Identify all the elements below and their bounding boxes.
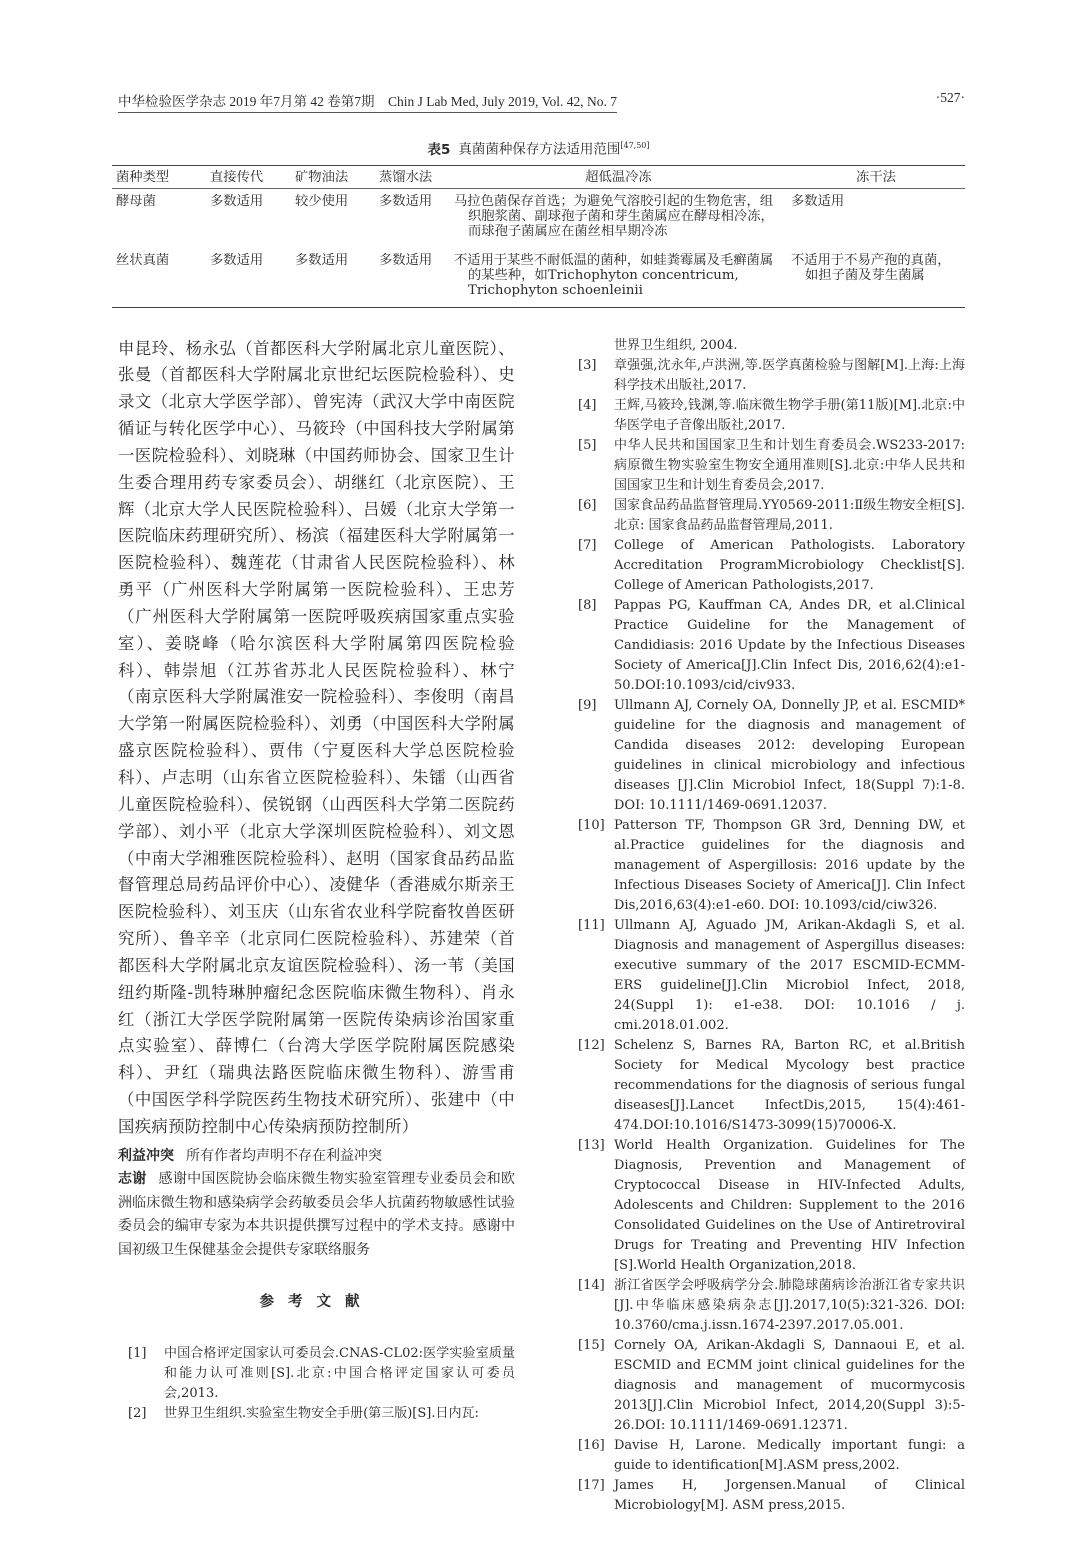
reference-text: Ullmann AJ, Aguado JM, Arikan-Akdagli S, et al. Diagnosis and management of Aspergillus diseases: executive summary of the 2017 ESCMID-ECMM-ERS guideline[J].Clin Microbiol Infect, 2018, 24(Suppl 1): e1-e38. DOI: 10.1016 / j. cmi.2018.01.002. (614, 917, 965, 1033)
table-cell: 不适用于不易产孢的真菌，如担子菌及芽生菌属 (791, 252, 951, 283)
reference-item (578, 396, 965, 436)
reference-item (578, 436, 965, 496)
reference-item (578, 1436, 965, 1476)
table-title: 真菌菌种保存方法适用范围 (458, 141, 621, 158)
column-header: 直接传代 (206, 165, 291, 188)
reference-text: 国家食品药品监督管理局.YY0569-2011:Ⅱ级生物安全柜[S].北京: 国家食品药品监督管理局,2011. (614, 497, 965, 533)
reference-text: Patterson TF, Thompson GR 3rd, Denning DW, et al.Practice guidelines for the diagnosis and management of Aspergillosis: 2016 update by the Infectious Diseases Society of America[J]. Clin Infect Dis,2016,63(4):e1-e60. DOI: 10.1093/cid/ciw326. (614, 817, 965, 913)
coi-label: 利益冲突 (118, 1147, 174, 1164)
reference-text: 章强强,沈永年,卢洪洲,等.医学真菌检验与图解[M].上海:上海科学技术出版社,2017. (614, 357, 965, 393)
table-cell: 较少使用 (295, 193, 349, 209)
table-cell: 多数适用 (210, 193, 264, 209)
reference-text: Davise H, Larone. Medically important fungi: a guide to identification[M].ASM press,2002. (614, 1437, 965, 1473)
reference-number: [13] (578, 1137, 605, 1153)
reference-item (578, 596, 965, 696)
reference-text: James H, Jorgensen.Manual of Clinical Microbiology[M]. ASM press,2015. (614, 1477, 965, 1513)
references-list-right (578, 336, 965, 1516)
reference-item (578, 356, 965, 396)
reference-text: Schelenz S, Barnes RA, Barton RC, et al.British Society for Medical Mycology best practice recommendations for the diagnosis of serious fungal diseases[J].Lancet InfectDis,2015, 15(4):461-474.DOI:10.1016/S1473-3099(15)70006-X. (614, 1037, 965, 1133)
table-cell: 丝状真菌 (116, 252, 170, 268)
reference-number: [3] (578, 357, 597, 373)
table-cell: 酵母菌 (116, 193, 156, 209)
reference-item (578, 1276, 965, 1336)
column-header: 超低温冷冻 (450, 165, 787, 188)
table-cell: 马拉色菌保存首选；为避免气溶胶引起的生物危害，组织胞浆菌、副球孢子菌和芽生菌属应在酵母相冷冻，而球孢子菌属应在菌丝相早期冷冻 (454, 193, 774, 239)
reference-item (578, 536, 965, 596)
reference-item (578, 1136, 965, 1276)
reference-number: [7] (578, 537, 597, 553)
left-column (118, 336, 515, 1516)
reference-item (128, 1404, 515, 1424)
reference-item (578, 496, 965, 536)
reference-text: 中国合格评定国家认可委员会.CNAS-CL02:医学实验室质量和能力认可准则[S].北京:中国合格评定国家认可委员会,2013. (164, 1346, 515, 1402)
reference-number: [16] (578, 1437, 605, 1453)
ack-label: 志谢 (118, 1171, 147, 1188)
reference-number: [8] (578, 597, 597, 613)
reference-item (128, 1344, 515, 1404)
reference-text: 浙江省医学会呼吸病学分会.肺隐球菌病诊治浙江省专家共识[J].中华临床感染病杂志[J].2017,10(5):321-326. DOI: 10.3760/cma.j.issn.1674-2397.2017.05.001. (614, 1277, 965, 1333)
reference-item (578, 696, 965, 816)
table-cell: 多数适用 (379, 252, 433, 268)
column-header: 矿物油法 (291, 165, 375, 188)
table-label: 表5 (427, 141, 451, 158)
table-row (112, 248, 965, 308)
table-row (112, 188, 965, 248)
page-header (118, 90, 965, 113)
page-number: ·527· (935, 90, 965, 105)
reference-number: [9] (578, 697, 597, 713)
reference-number: [15] (578, 1337, 605, 1353)
reference-text: 中华人民共和国国家卫生和计划生育委员会.WS233-2017:病原微生物实验室生物安全通用准则[S].北京:中华人民共和国国家卫生和计划生育委员会,2017. (614, 437, 965, 493)
references-heading: 参考文献 (259, 1294, 374, 1311)
table-caption (112, 137, 965, 159)
reference-text: Cornely OA, Arikan-Akdagli S, Dannaoui E, et al. ESCMID and ECMM joint clinical guidelines for the diagnosis and management of mucormycosis 2013[J].Clin Microbiol Infect, 2014,20(Suppl 3):5-26.DOI: 10.1111/1469-0691.12371. (614, 1337, 965, 1433)
reference-item (578, 1036, 965, 1136)
table-cell: 不适用于某些不耐低温的菌种，如蛙粪霉属及毛癣菌属的某些种，如Trichophyton concentricum, Trichophyton schoenleinii (454, 252, 774, 298)
reference-text: 世界卫生组织.实验室生物安全手册(第三版)[S].日内瓦: (164, 1406, 479, 1422)
reference-text: Ullmann AJ, Cornely OA, Donnelly JP, et al. ESCMID* guideline for the diagnosis and management of Candida diseases 2012: developing European guidelines in clinical microbiology and infectious diseases [J].Clin Microbiol Infect, 18(Suppl 7):1-8. DOI: 10.1111/1469-0691.12037. (614, 697, 965, 813)
reference-number: [17] (578, 1477, 605, 1493)
two-column-body (112, 336, 965, 1516)
column-header: 菌种类型 (112, 165, 206, 188)
reference-text: Pappas PG, Kauffman CA, Andes DR, et al.Clinical Practice Guideline for the Management of Candidiasis: 2016 Update by the Infectious Diseases Society of America[J].Clin Infect Dis, 2016,62(4):e1-50.DOI:10.1093/cid/civ933. (614, 597, 965, 693)
coi-text: 所有作者均声明不存在利益冲突 (186, 1147, 382, 1164)
reference-number: [5] (578, 437, 597, 453)
table-cell: 多数适用 (210, 252, 264, 268)
table-cell: 多数适用 (379, 193, 433, 209)
reference-item (578, 1476, 965, 1516)
reference-item (578, 816, 965, 916)
reference-continuation: 世界卫生组织, 2004. (614, 337, 738, 353)
reference-number: [12] (578, 1037, 605, 1053)
reference-text: 王辉,马筱玲,钱渊,等.临床微生物学手册(第11版)[M].北京:中华医学电子音像出版社,2017. (614, 397, 965, 433)
reference-item (578, 916, 965, 1036)
reference-number: [10] (578, 817, 605, 833)
reference-number: [14] (578, 1277, 605, 1293)
running-header: 中华检验医学杂志 2019 年7月第 42 卷第7期 Chin J Lab Med, July 2019, Vol. 42, No. 7 (118, 90, 617, 113)
reference-items (578, 356, 965, 1516)
reference-text: College of American Pathologists. Laboratory Accreditation ProgramMicrobiology Checklist[S]. College of American Pathologists,2017. (614, 537, 965, 593)
table-cell: 多数适用 (791, 193, 845, 209)
table-cell: 多数适用 (295, 252, 349, 268)
references-list-left (118, 1344, 515, 1424)
author-list: 申昆玲、杨永弘（首都医科大学附属北京儿童医院）、张曼（首都医科大学附属北京世纪坛医院检验科）、史录文（北京大学医学部）、曾宪涛（武汉大学中南医院循证与转化医学中心）、马筱玲（中国科技大学附属第一医院检验科）、刘晓琳（中国药师协会、国家卫生计生委合理用药专家委员会）、胡继红（北京医院）、王辉（北京大学人民医院检验科）、吕媛（北京大学第一医院临床药理研究所）、杨滨（福建医科大学附属第一医院检验科）、魏莲花（甘肃省人民医院检验科）、林勇平（广州医科大学附属第一医院检验科）、王忠芳（广州医科大学附属第一医院呼吸疾病国家重点实验室）、姜晓峰（哈尔滨医科大学附属第四医院检验科）、韩崇旭（江苏省苏北人民医院检验科）、林宁（南京医科大学附属淮安一院检验科）、李俊明（南昌大学第一附属医院检验科）、刘勇（中国医科大学附属盛京医院检验科）、贾伟（宁夏医科大学总医院检验科）、卢志明（山东省立医院检验科）、朱镭（山西省儿童医院检验科）、侯锐钢（山西医科大学第二医院药学部）、刘小平（北京大学深圳医院检验科）、刘文恩（中南大学湘雅医院检验科）、赵明（国家食品药品监督管理总局药品评价中心）、凌健华（香港威尔斯亲王医院检验科）、刘玉庆（山东省农业科学院畜牧兽医研究所）、鲁辛辛（北京同仁医院检验科）、苏建荣（首都医科大学附属北京友谊医院检验科）、汤一苇（美国纽约斯隆-凯特琳肿瘤纪念医院临床微生物科）、肖永红（浙江大学医学院附属第一医院传染病诊治国家重点实验室）、薛博仁（台湾大学医学院附属医院感染科）、尹红（瑞典法路医院临床微生物科）、游雪甫（中国医学科学院医药生物技术研究所）、张建中（中国疾病预防控制中心传染病预防控制所） (118, 338, 515, 1136)
ack-text: 感谢中国医院协会临床微生物实验室管理专业委员会和欧洲临床微生物和感染病学会药敏委员会华人抗菌药物敏感性试验委员会的编审专家为本共识提供撰写过程中的学术支持。感谢中国初级卫生保健基金会提供专家联络服务 (118, 1171, 516, 1258)
column-header: 冻干法 (787, 165, 965, 188)
reference-number: [4] (578, 397, 597, 413)
preservation-methods-table (112, 165, 965, 308)
table-citation: [47,50] (620, 141, 650, 150)
conflict-of-interest (118, 1145, 515, 1169)
acknowledgement (118, 1168, 515, 1262)
reference-number: [1] (128, 1346, 147, 1362)
table-header-row (112, 165, 965, 188)
reference-text: World Health Organization. Guidelines for The Diagnosis, Prevention and Management of Cryptococcal Disease in HIV-Infected Adults, Adolescents and Children: Supplement to the 2016 Consolidated Guidelines on the Use of Antiretroviral Drugs for Treating and Preventing HIV Infection [S].World Health Organization,2018. (614, 1137, 965, 1273)
journal-page (112, 0, 965, 1556)
reference-number: [2] (128, 1406, 147, 1422)
reference-number: [6] (578, 497, 597, 513)
column-header: 蒸馏水法 (375, 165, 450, 188)
reference-item (578, 1336, 965, 1436)
reference-number: [11] (578, 917, 605, 933)
